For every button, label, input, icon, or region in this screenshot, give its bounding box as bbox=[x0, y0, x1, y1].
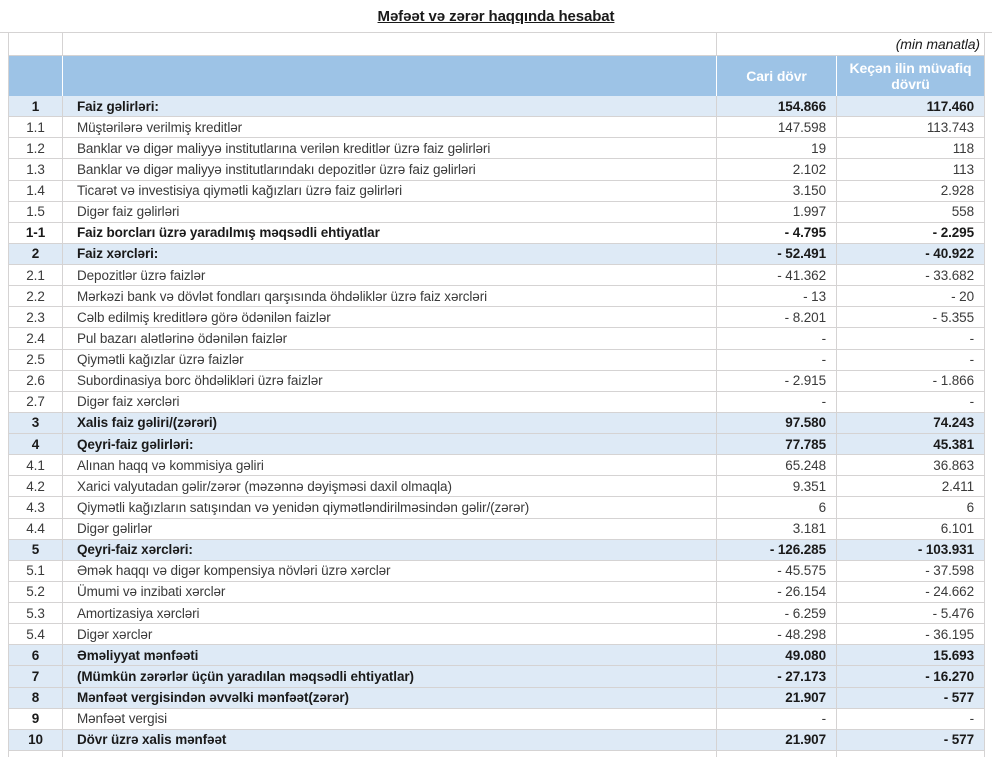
previous-period-cell: 118 bbox=[837, 138, 985, 159]
current-period-cell: - 2.915 bbox=[717, 371, 837, 392]
row-number-cell: 4.1 bbox=[8, 455, 63, 476]
current-period-cell: 154.866 bbox=[717, 96, 837, 117]
previous-period-cell: - 103.931 bbox=[837, 540, 985, 561]
current-period-cell: - 52.491 bbox=[717, 244, 837, 265]
left-gutter bbox=[0, 138, 8, 159]
table-row bbox=[0, 624, 992, 645]
right-gutter bbox=[985, 181, 992, 202]
previous-period-cell: 6 bbox=[837, 497, 985, 518]
row-number-cell: 2.1 bbox=[8, 265, 63, 286]
row-label-cell: Mərkəzi bank və dövlət fondları qarşısında öhdəliklər üzrə faiz xərcləri bbox=[63, 286, 717, 307]
right-gutter bbox=[985, 751, 992, 757]
row-label-cell: Digər gəlirlər bbox=[63, 519, 717, 540]
left-gutter bbox=[0, 666, 8, 687]
left-gutter bbox=[0, 371, 8, 392]
table-row bbox=[0, 350, 992, 371]
row-number-cell: 1 bbox=[8, 96, 63, 117]
left-gutter bbox=[0, 350, 8, 371]
current-period-cell: - bbox=[717, 709, 837, 730]
right-gutter bbox=[985, 455, 992, 476]
empty-cell bbox=[8, 33, 63, 56]
left-gutter bbox=[0, 33, 8, 56]
row-label-cell: Digər faiz gəlirləri bbox=[63, 202, 717, 223]
left-gutter bbox=[0, 645, 8, 666]
unit-note: (min manatla) bbox=[717, 33, 985, 56]
row-label-cell: Dövr üzrə xalis mənfəət bbox=[63, 730, 717, 751]
table-row bbox=[0, 307, 992, 328]
row-number-cell: 2.4 bbox=[8, 328, 63, 349]
previous-period-cell: - bbox=[837, 392, 985, 413]
row-number-cell: 2.5 bbox=[8, 350, 63, 371]
current-period-cell: 65.248 bbox=[717, 455, 837, 476]
left-gutter bbox=[0, 117, 8, 138]
row-number-cell: 3 bbox=[8, 413, 63, 434]
row-label-cell: Banklar və digər maliyyə institutlarına verilən kreditlər üzrə faiz gəlirləri bbox=[63, 138, 717, 159]
previous-period-cell: - 5.476 bbox=[837, 603, 985, 624]
previous-period-cell: - bbox=[837, 350, 985, 371]
row-label-cell: Cəlb edilmiş kreditlərə görə ödənilən faizlər bbox=[63, 307, 717, 328]
grid-remnant bbox=[717, 751, 837, 757]
current-period-cell: - 45.575 bbox=[717, 561, 837, 582]
right-gutter bbox=[985, 603, 992, 624]
row-label-cell: Faiz xərcləri: bbox=[63, 244, 717, 265]
row-label-cell: Depozitlər üzrə faizlər bbox=[63, 265, 717, 286]
table-body bbox=[0, 96, 992, 751]
right-gutter bbox=[985, 540, 992, 561]
row-number-cell: 1.1 bbox=[8, 117, 63, 138]
current-period-cell: - 13 bbox=[717, 286, 837, 307]
left-gutter bbox=[0, 561, 8, 582]
left-gutter bbox=[0, 392, 8, 413]
column-header-current: Cari dövr bbox=[717, 56, 837, 96]
row-number-cell: 1.5 bbox=[8, 202, 63, 223]
previous-period-cell: 2.928 bbox=[837, 181, 985, 202]
table-row bbox=[0, 582, 992, 603]
previous-period-cell: - 5.355 bbox=[837, 307, 985, 328]
row-number-cell: 10 bbox=[8, 730, 63, 751]
left-gutter bbox=[0, 730, 8, 751]
previous-period-cell: - 40.922 bbox=[837, 244, 985, 265]
table-row bbox=[0, 709, 992, 730]
left-gutter bbox=[0, 497, 8, 518]
table-row bbox=[0, 96, 992, 117]
table-row bbox=[0, 202, 992, 223]
table-row bbox=[0, 666, 992, 687]
current-period-cell: - 41.362 bbox=[717, 265, 837, 286]
current-period-cell: - 126.285 bbox=[717, 540, 837, 561]
previous-period-cell: - bbox=[837, 328, 985, 349]
left-gutter bbox=[0, 265, 8, 286]
left-gutter bbox=[0, 328, 8, 349]
current-period-cell: - 4.795 bbox=[717, 223, 837, 244]
right-gutter bbox=[985, 730, 992, 751]
row-label-cell: Xarici valyutadan gəlir/zərər (məzənnə dəyişməsi daxil olmaqla) bbox=[63, 476, 717, 497]
current-period-cell: 3.181 bbox=[717, 519, 837, 540]
table-row bbox=[0, 371, 992, 392]
left-gutter bbox=[0, 582, 8, 603]
right-gutter bbox=[985, 582, 992, 603]
table-row bbox=[0, 497, 992, 518]
table-row bbox=[0, 244, 992, 265]
row-number-cell: 9 bbox=[8, 709, 63, 730]
row-label-cell: Faiz borcları üzrə yaradılmış məqsədli ehtiyatlar bbox=[63, 223, 717, 244]
left-gutter bbox=[0, 223, 8, 244]
left-gutter bbox=[0, 709, 8, 730]
previous-period-cell: - 36.195 bbox=[837, 624, 985, 645]
row-number-cell: 5.1 bbox=[8, 561, 63, 582]
right-gutter bbox=[985, 328, 992, 349]
previous-period-cell: - 1.866 bbox=[837, 371, 985, 392]
right-gutter bbox=[985, 56, 992, 96]
current-period-cell: 3.150 bbox=[717, 181, 837, 202]
table-row bbox=[0, 476, 992, 497]
row-label-cell: Qiymətli kağızların satışından və yenidən qiymətləndirilməsindən gəlir/(zərər) bbox=[63, 497, 717, 518]
row-label-cell: Əməliyyat mənfəəti bbox=[63, 645, 717, 666]
right-gutter bbox=[985, 561, 992, 582]
previous-period-cell: - 2.295 bbox=[837, 223, 985, 244]
table-row bbox=[0, 455, 992, 476]
right-gutter bbox=[985, 519, 992, 540]
grid-remnant bbox=[63, 751, 717, 757]
current-period-cell: 2.102 bbox=[717, 159, 837, 180]
right-gutter bbox=[985, 286, 992, 307]
current-period-cell: 77.785 bbox=[717, 434, 837, 455]
left-gutter bbox=[0, 307, 8, 328]
previous-period-cell: - 24.662 bbox=[837, 582, 985, 603]
row-label-cell: Alınan haqq və kommisiya gəliri bbox=[63, 455, 717, 476]
row-number-cell: 8 bbox=[8, 688, 63, 709]
left-gutter bbox=[0, 434, 8, 455]
table-row bbox=[0, 117, 992, 138]
right-gutter bbox=[985, 476, 992, 497]
row-number-cell: 2.6 bbox=[8, 371, 63, 392]
right-gutter bbox=[985, 96, 992, 117]
right-gutter bbox=[985, 159, 992, 180]
left-gutter bbox=[0, 159, 8, 180]
row-label-cell: Subordinasiya borc öhdəlikləri üzrə faizlər bbox=[63, 371, 717, 392]
table-row bbox=[0, 434, 992, 455]
left-gutter bbox=[0, 519, 8, 540]
left-gutter bbox=[0, 455, 8, 476]
previous-period-cell: 74.243 bbox=[837, 413, 985, 434]
current-period-cell: 1.997 bbox=[717, 202, 837, 223]
current-period-cell: - bbox=[717, 392, 837, 413]
left-gutter bbox=[0, 540, 8, 561]
grid-remnant bbox=[8, 751, 63, 757]
table-row bbox=[0, 413, 992, 434]
row-label-cell: Faiz gəlirləri: bbox=[63, 96, 717, 117]
row-number-cell: 2.2 bbox=[8, 286, 63, 307]
row-label-cell: Ümumi və inzibati xərclər bbox=[63, 582, 717, 603]
previous-period-cell: 6.101 bbox=[837, 519, 985, 540]
right-gutter bbox=[985, 350, 992, 371]
left-gutter bbox=[0, 56, 8, 96]
table-row bbox=[0, 159, 992, 180]
previous-period-cell: - 577 bbox=[837, 730, 985, 751]
previous-period-cell: - 37.598 bbox=[837, 561, 985, 582]
left-gutter bbox=[0, 688, 8, 709]
table-row bbox=[0, 561, 992, 582]
table-row bbox=[0, 540, 992, 561]
left-gutter bbox=[0, 476, 8, 497]
left-gutter bbox=[0, 751, 8, 757]
row-label-cell: Xalis faiz gəliri/(zərəri) bbox=[63, 413, 717, 434]
right-gutter bbox=[985, 688, 992, 709]
row-label-cell: Banklar və digər maliyyə institutlarındakı depozitlər üzrə faiz gəlirləri bbox=[63, 159, 717, 180]
current-period-cell: - 6.259 bbox=[717, 603, 837, 624]
report-title-row bbox=[0, 0, 992, 33]
row-label-cell: Pul bazarı alətlərinə ödənilən faizlər bbox=[63, 328, 717, 349]
current-period-cell: - 48.298 bbox=[717, 624, 837, 645]
row-label-cell: Mənfəət vergisi bbox=[63, 709, 717, 730]
previous-period-cell: 113.743 bbox=[837, 117, 985, 138]
table-row bbox=[0, 392, 992, 413]
previous-period-cell: 15.693 bbox=[837, 645, 985, 666]
previous-period-cell: - 16.270 bbox=[837, 666, 985, 687]
current-period-cell: 9.351 bbox=[717, 476, 837, 497]
previous-period-cell: - 33.682 bbox=[837, 265, 985, 286]
table-row bbox=[0, 645, 992, 666]
row-label-cell: Ticarət və investisiya qiymətli kağızları üzrə faiz gəlirləri bbox=[63, 181, 717, 202]
previous-period-cell: - 20 bbox=[837, 286, 985, 307]
right-gutter bbox=[985, 117, 992, 138]
grid-remnant bbox=[837, 751, 985, 757]
row-number-cell: 1.4 bbox=[8, 181, 63, 202]
row-label-cell: Digər faiz xərcləri bbox=[63, 392, 717, 413]
column-header-previous: Keçən ilin müvafiq dövrü bbox=[837, 56, 985, 96]
right-gutter bbox=[985, 413, 992, 434]
current-period-cell: 49.080 bbox=[717, 645, 837, 666]
right-gutter bbox=[985, 223, 992, 244]
right-gutter bbox=[985, 244, 992, 265]
table-header-row bbox=[0, 56, 992, 96]
right-gutter bbox=[985, 666, 992, 687]
row-number-cell: 7 bbox=[8, 666, 63, 687]
row-label-cell: Qeyri-faiz gəlirləri: bbox=[63, 434, 717, 455]
previous-period-cell: 45.381 bbox=[837, 434, 985, 455]
current-period-cell: 6 bbox=[717, 497, 837, 518]
left-gutter bbox=[0, 413, 8, 434]
left-gutter bbox=[0, 286, 8, 307]
row-label-cell: Əmək haqqı və digər kompensiya növləri üzrə xərclər bbox=[63, 561, 717, 582]
current-period-cell: - 8.201 bbox=[717, 307, 837, 328]
right-gutter bbox=[985, 307, 992, 328]
previous-period-cell: 36.863 bbox=[837, 455, 985, 476]
left-gutter bbox=[0, 181, 8, 202]
row-label-cell: Amortizasiya xərcləri bbox=[63, 603, 717, 624]
table-row bbox=[0, 138, 992, 159]
left-gutter bbox=[0, 624, 8, 645]
current-period-cell: - 27.173 bbox=[717, 666, 837, 687]
table-row bbox=[0, 181, 992, 202]
row-number-cell: 5 bbox=[8, 540, 63, 561]
row-number-cell: 4.3 bbox=[8, 497, 63, 518]
left-gutter bbox=[0, 202, 8, 223]
row-number-cell: 5.3 bbox=[8, 603, 63, 624]
row-number-cell: 6 bbox=[8, 645, 63, 666]
right-gutter bbox=[985, 33, 992, 56]
left-gutter bbox=[0, 244, 8, 265]
right-gutter bbox=[985, 434, 992, 455]
table-row bbox=[0, 688, 992, 709]
previous-period-cell: - bbox=[837, 709, 985, 730]
current-period-cell: 97.580 bbox=[717, 413, 837, 434]
table-row bbox=[0, 519, 992, 540]
right-gutter bbox=[985, 138, 992, 159]
previous-period-cell: 558 bbox=[837, 202, 985, 223]
current-period-cell: - 26.154 bbox=[717, 582, 837, 603]
left-gutter bbox=[0, 603, 8, 624]
table-row bbox=[0, 603, 992, 624]
left-gutter bbox=[0, 96, 8, 117]
row-number-cell: 1-1 bbox=[8, 223, 63, 244]
row-number-cell: 1.2 bbox=[8, 138, 63, 159]
row-label-cell: Mənfəət vergisindən əvvəlki mənfəət(zərər) bbox=[63, 688, 717, 709]
previous-period-cell: - 577 bbox=[837, 688, 985, 709]
current-period-cell: 21.907 bbox=[717, 688, 837, 709]
current-period-cell: - bbox=[717, 328, 837, 349]
report-title: Məfəət və zərər haqqında hesabat bbox=[377, 7, 615, 25]
right-gutter bbox=[985, 709, 992, 730]
row-label-cell: Qeyri-faiz xərcləri: bbox=[63, 540, 717, 561]
row-number-cell: 5.2 bbox=[8, 582, 63, 603]
row-number-cell: 2 bbox=[8, 244, 63, 265]
table-row bbox=[0, 730, 992, 751]
table-row bbox=[0, 223, 992, 244]
row-label-cell: Digər xərclər bbox=[63, 624, 717, 645]
row-number-cell: 5.4 bbox=[8, 624, 63, 645]
column-header-indicator bbox=[63, 56, 717, 96]
right-gutter bbox=[985, 497, 992, 518]
row-label-cell: Qiymətli kağızlar üzrə faizlər bbox=[63, 350, 717, 371]
current-period-cell: 19 bbox=[717, 138, 837, 159]
right-gutter bbox=[985, 371, 992, 392]
row-number-cell: 4.2 bbox=[8, 476, 63, 497]
table-row bbox=[0, 328, 992, 349]
row-number-cell: 4.4 bbox=[8, 519, 63, 540]
row-label-cell: (Mümkün zərərlər üçün yaradılan məqsədli ehtiyatlar) bbox=[63, 666, 717, 687]
right-gutter bbox=[985, 624, 992, 645]
right-gutter bbox=[985, 645, 992, 666]
unit-note-row bbox=[0, 33, 992, 56]
grid-remnant-row bbox=[0, 751, 992, 757]
empty-cell bbox=[63, 33, 717, 56]
table-row bbox=[0, 286, 992, 307]
row-number-cell: 1.3 bbox=[8, 159, 63, 180]
row-number-cell: 2.7 bbox=[8, 392, 63, 413]
previous-period-cell: 113 bbox=[837, 159, 985, 180]
right-gutter bbox=[985, 392, 992, 413]
right-gutter bbox=[985, 265, 992, 286]
current-period-cell: 21.907 bbox=[717, 730, 837, 751]
table-row bbox=[0, 265, 992, 286]
row-number-cell: 2.3 bbox=[8, 307, 63, 328]
column-header-number bbox=[8, 56, 63, 96]
previous-period-cell: 117.460 bbox=[837, 96, 985, 117]
previous-period-cell: 2.411 bbox=[837, 476, 985, 497]
row-number-cell: 4 bbox=[8, 434, 63, 455]
current-period-cell: 147.598 bbox=[717, 117, 837, 138]
row-label-cell: Müştərilərə verilmiş kreditlər bbox=[63, 117, 717, 138]
right-gutter bbox=[985, 202, 992, 223]
current-period-cell: - bbox=[717, 350, 837, 371]
